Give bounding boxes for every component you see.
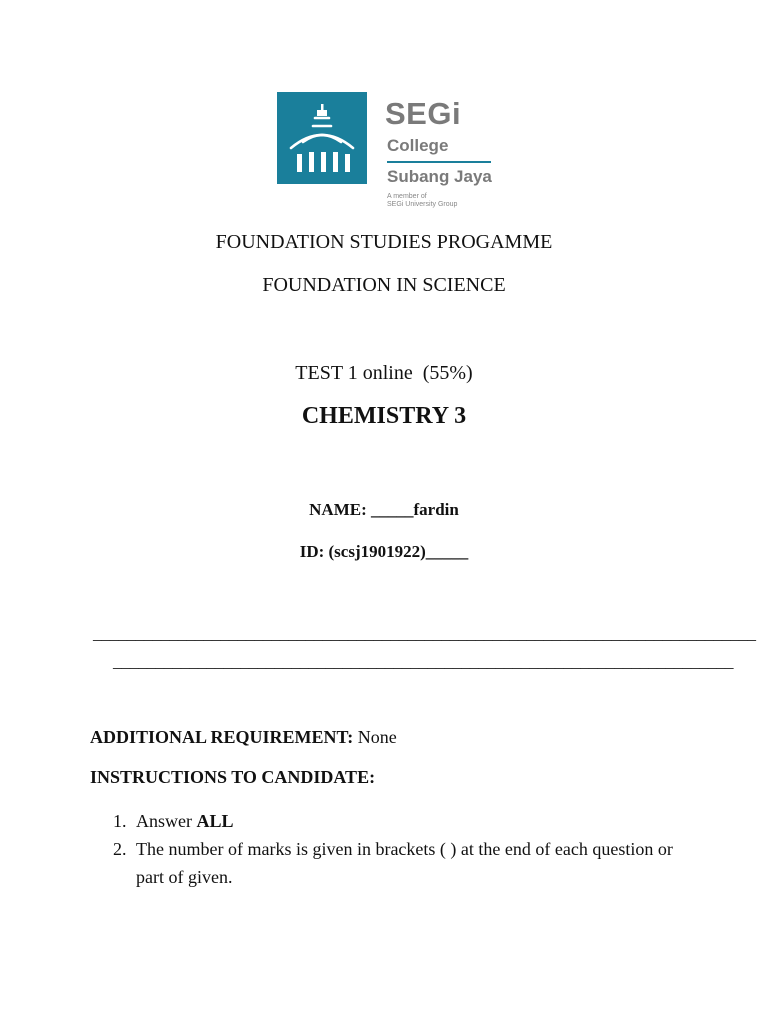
list-item-text: Answer: [136, 811, 197, 831]
list-item: [113, 807, 673, 835]
additional-requirement: [90, 727, 397, 748]
list-item-emphasis: ALL: [196, 811, 234, 831]
segi-emblem-icon: [277, 92, 367, 184]
programme-title: FOUNDATION STUDIES PROGAMME: [215, 231, 553, 253]
candidate-id: ID: (scsj1901922)_____: [299, 542, 469, 561]
requirement-label: ADDITIONAL REQUIREMENT:: [90, 727, 354, 747]
blank-line-1: ______________________________________________________________________________: [93, 624, 756, 643]
logo-college-text: College: [387, 136, 449, 155]
logo-member-line2: SEGi University Group: [387, 201, 458, 209]
course-title: FOUNDATION IN SCIENCE: [262, 274, 506, 296]
subject-title: CHEMISTRY 3: [301, 403, 467, 429]
logo-campus-text: Subang Jaya: [387, 167, 492, 186]
candidate-name: NAME: _____fardin: [309, 500, 459, 519]
logo-member-text: [387, 193, 497, 209]
test-title: TEST 1 online (55%): [295, 362, 473, 384]
list-item-text: The number of marks is given in brackets ( ) at the end of each question or part of given.: [136, 839, 673, 887]
logo-member-line1: A member of: [387, 193, 427, 200]
list-item-number: 2.: [113, 839, 127, 859]
list-item: [113, 835, 673, 891]
logo-brand-text: SEGi: [385, 96, 462, 131]
logo-divider: [387, 161, 491, 163]
list-item-number: 1.: [113, 811, 127, 831]
instructions-heading: INSTRUCTIONS TO CANDIDATE:: [90, 767, 376, 787]
requirement-value: None: [357, 727, 397, 747]
segi-logo: [277, 92, 497, 214]
instructions-list: [113, 807, 673, 891]
blank-line-2: _________________________________________________________________________: [113, 652, 734, 671]
